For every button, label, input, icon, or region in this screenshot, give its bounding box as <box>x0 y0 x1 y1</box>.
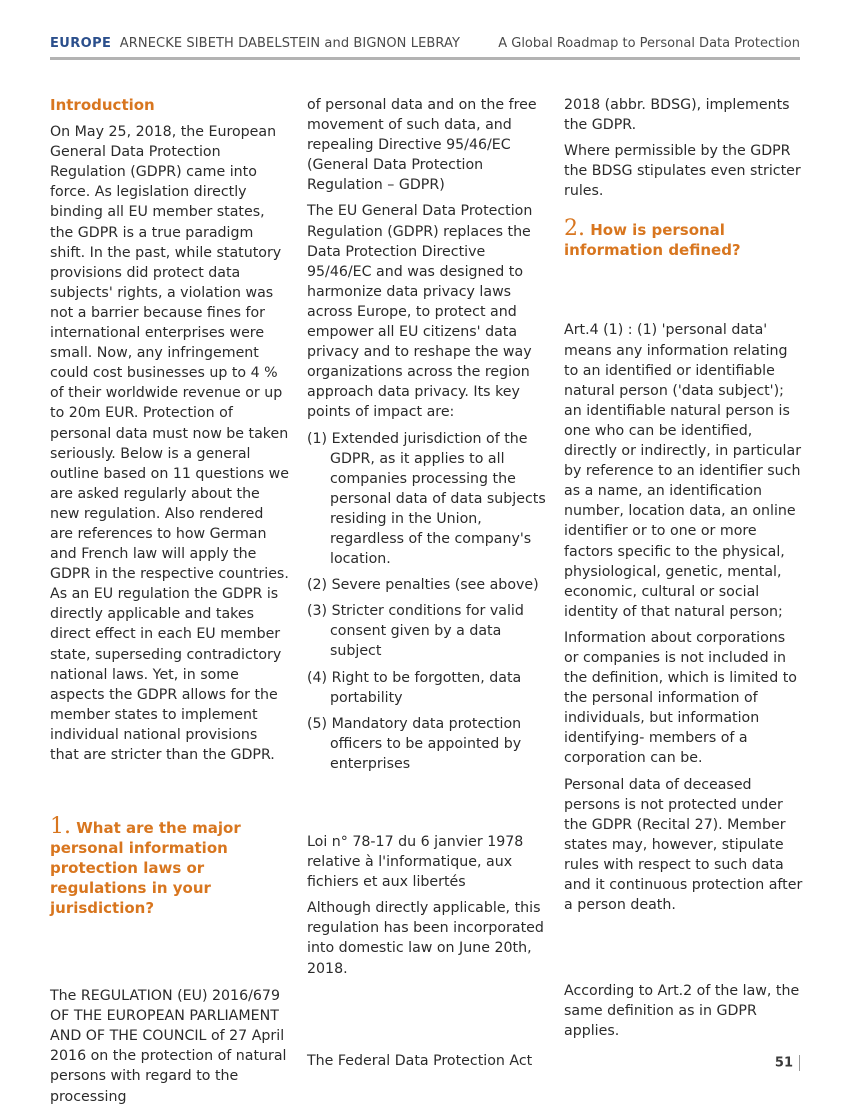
intro-heading: Introduction <box>50 96 155 114</box>
header-rule <box>50 57 800 60</box>
list-item: (2) Severe penalties (see above) <box>307 577 539 594</box>
header-region: EUROPE <box>50 36 112 51</box>
question-2-heading <box>564 216 804 260</box>
bdsg-text: 2018 (abbr. BDSG), implements the GDPR. <box>564 97 790 134</box>
column-2 <box>307 95 547 1077</box>
question-1-answer: The REGULATION (EU) 2016/679 OF THE EUROPEAN PARLIAMENT AND OF THE COUNCIL of 27 April 2016 on the protection of natural persons with regard to the processing <box>50 988 287 1105</box>
list-item: (5) Mandatory data protection officers to be appointed by enterprises <box>307 715 522 772</box>
header-firms: ARNECKE SIBETH DABELSTEIN and BIGNON LEBRAY <box>119 36 461 51</box>
header-left <box>50 36 460 51</box>
art4-definition: Art.4 (1) : (1) 'personal data' means any information relating to an identified or identifiable natural person ('data subject'); an identifiable natural person is one who can be identified, directly or indirectly, in particular by reference to an identifier such as a name, an identification number, location data, an online identifier or to one or more factors specific to the physical, physiological, genetic, mental, economic, cultural or social identity of that natural person; <box>564 322 802 620</box>
art2-note: According to Art.2 of the law, the same definition as in GDPR applies. <box>564 983 800 1040</box>
deceased-note: Personal data of deceased persons is not protected under the GDPR (Recital 27). Member states may, however, stipulate rules with respect to such data and it continuous protection after a person death. <box>564 776 803 914</box>
gdpr-overview: The EU General Data Protection Regulation (GDPR) replaces the Data Protection Directive 95/46/EC and was designed to harmonize data privacy laws across Europe, to protect and empower all EU citizens' data privacy and to reshape the way organizations across the region approach data privacy. Its key points of impact are: <box>307 203 533 421</box>
column-1 <box>50 95 290 1113</box>
list-item: (1) Extended jurisdiction of the GDPR, as it applies to all companies processing the personal data of data subjects residing in the Union, regardless of the company's location. <box>307 430 546 568</box>
question-1-text: What are the major personal information protection laws or regulations in your jurisdiction? <box>50 819 241 918</box>
intro-text: On May 25, 2018, the European General Data Protection Regulation (GDPR) came into force. As legislation directly binding all EU member states, the GDPR is a true paradigm shift. In the past, while statutory provisions did protect data subjects' rights, a violation was not a barrier because fines for international enterprises were small. Now, any infringement could cost businesses up to 4 % of their worldwide revenue or up to 20m EUR. Protection of personal data must now be taken seriously. Below is a general outline based on 11 questions we are asked regularly about the new regulation. Also rendered are references to how German and French law will apply the GDPR in the respective countries. As an EU regulation the GDPR is directly applicable and takes direct effect in each EU member state, superseding contradictory national laws. Yet, in some aspects the GDPR allows for the member states to implement individual national provisions that are stricter than the GDPR. <box>50 124 289 763</box>
french-law: Loi n° 78-17 du 6 janvier 1978 relative à l'informatique, aux fichiers et aux libertés <box>307 834 524 891</box>
corporations-note: Information about corporations or companies is not included in the definition, which is limited to the personal information of individuals, but information identifying- members of a corporation can be. <box>564 629 797 767</box>
column-3 <box>564 95 804 1047</box>
federal-act: The Federal Data Protection Act <box>307 1052 533 1069</box>
list-item: (4) Right to be forgotten, data portability <box>307 669 522 706</box>
key-points-list <box>307 429 547 775</box>
regulation-title-continued: of personal data and on the free movement of such data, and repealing Directive 95/46/EC (General Data Protection Regulation – GDPR) <box>307 97 537 194</box>
header-title: A Global Roadmap to Personal Data Protection <box>498 36 800 51</box>
incorporation-note: Although directly applicable, this regulation has been incorporated into domestic law on June 20th, 2018. <box>307 900 544 977</box>
page-number: 51 <box>775 1055 800 1071</box>
question-1-number: 1. <box>50 814 71 840</box>
stricter-rules: Where permissible by the GDPR the BDSG stipulates even stricter rules. <box>564 143 801 200</box>
question-2-number: 2. <box>564 216 585 242</box>
question-1-heading <box>50 814 290 918</box>
running-header <box>50 36 800 56</box>
question-2-text: How is personal information defined? <box>564 221 741 260</box>
list-item: (3) Stricter conditions for valid consent given by a data subject <box>307 603 524 660</box>
